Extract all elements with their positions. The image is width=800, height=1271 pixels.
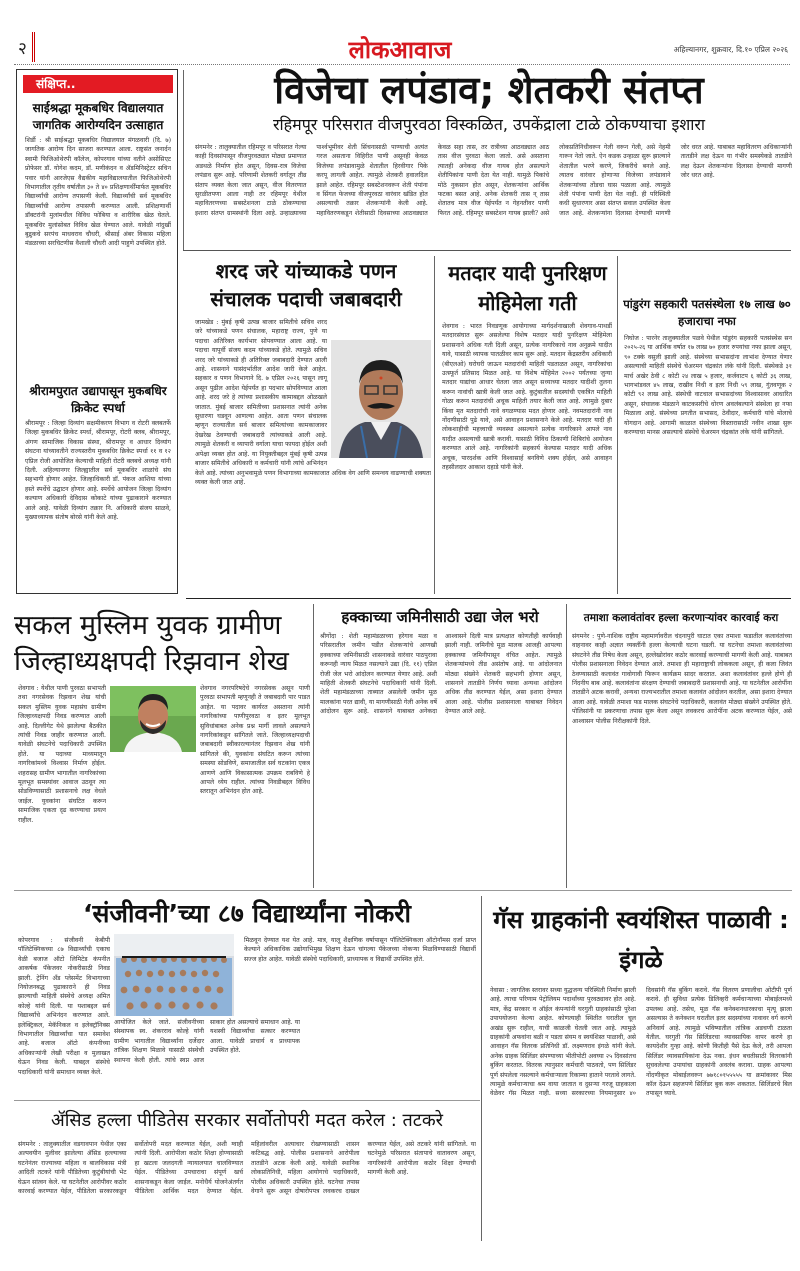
- newspaper-logo: लोकआवाज: [348, 36, 452, 64]
- brief-box: [16, 69, 178, 594]
- tamasha-headline: तमाशा कलावंतांवर हल्ला करणाऱ्यांवर कारवाई करा: [583, 612, 779, 624]
- lead-headline: विजेचा लपंडाव; शेतकरी संतप्त: [274, 68, 704, 112]
- sharad-headline: शरद जरे यांच्याकडे पणन संचालक पदाची जबाबदारी: [210, 259, 402, 311]
- sharad-story-block: [195, 318, 431, 590]
- sanjivani-body-right: मिळवून देण्यात यश येत आहे. मात्र, यालू शैक्षणिक वर्षापासून पॉलिटेक्निकला ऑटोनॉमस दर्जा प्राप्त केल्याने अधिकाधिक उद्योगाभिमुख शिक्षण देऊन चांगल्या पॅकेजच्या नोकऱ्या मिळविण्यासाठी विद्यार्थी सज्ज होत आहेत. यावेळी संस्थेचे पदाधिकारी, प्राध्यापक व विद्यार्थी उपस्थित होते.: [244, 937, 476, 963]
- rizwan-headline: सकल मुस्लिम युवक ग्रामीण जिल्हाध्यक्षपदी रिझवान शेख: [14, 610, 289, 677]
- sharad-body-top: जामखेड : मुंबई कृषी उत्पन्न बाजार समितीचे सचिव शरद जरे यांच्याकडे पणन संचालक, महाराष्ट्र राज्य, पुणे या पदाचा अतिरिक्त कार्यभार सोपवण्यात आला आहे. या पदाचा यापूर्वी संजय कदम यांच्याकडे होते. त्यामुळे सचिव शरद जरे यांच्याकडे ही अतिरिक्त जबाबदारी देण्यात आली आहे. शासनाने यासंदर्भातील आदेश जारी केले आहेत. सहकार व पणन विभागाने दि. ७ एप्रिल २०२६ पासून लागू असून पुढील आदेश येईपर्यंत हा पदभार सोपविण्यात आला आहे. शरद जरे हे त्यांच्या प्रशासकीय कामाबद्दल ओळखले जातात. मुंबई बाजार समितीच्या प्रशासनात त्यांनी अनेक सुधारणा घडवून आणल्या आहेत. आता पणन संचालक म्हणून राज्यातील सर्व बाजार समित्यांच्या कामकाजावर देखरेख ठेवण्याची जबाबदारी त्यांच्याकडे आली आहे. त्यामुळे शेतकरी व व्यापारी वर्गाला याचा फायदा होईल अशी अपेक्षा व्यक्त होत आहे. या नियुक्तीबद्दल मुंबई कृषी उत्पन्न बाजार समितीचे अधिकारी व कर्मचारी यांनी त्यांचे अभिनंदन केले आहे. त्यांच्या अनुभवामुळे पणन विभागाच्या कामकाजात अधिक वेग आणि समन्वय वाढण्याची शक्यता व्यक्त केली जात आहे.: [195, 319, 431, 486]
- rizwan-right-rule: [313, 604, 314, 888]
- sanjivani-body-left: कोपरगाव : संजीवनी केबीपी पॉलिटेक्निकच्या ८७ विद्यार्थ्यांची एकाच वेळी बजाज ऑटो लिमिटेड कंपनीत आकर्षक पॅकेजवर नोकरीसाठी निवड झाली. ट्रेनिंग अँड प्लेसमेंट विभागाच्या नियोजनबद्ध पुढाकाराने ही निवड झाल्याची माहिती संस्थेचे अध्यक्ष अमित कोल्हे यांनी दिली. या यशाबद्दल सर्व विद्यार्थ्यांचे अभिनंदन करण्यात आले. इलेक्ट्रिकल, मेकॅनिकल व इलेक्ट्रॉनिक्स विभागातील विद्यार्थ्यांचा यात समावेश आहे. बजाज ऑटो कंपनीच्या अधिकाऱ्यांनी लेखी परीक्षा व मुलाखत घेऊन निवड केली. याबद्दल संस्थेचे पदाधिकारी यांनी समाधान व्यक्त केले.: [18, 937, 110, 1076]
- sanjivani-headline: ‘संजीवनी’च्या ८७ विद्यार्थ्यांना नोकरी: [83, 899, 411, 928]
- voter-headline: मतदार यादी पुनरिक्षण मोहिमेला गती: [448, 261, 607, 315]
- sharad-right-rule: [434, 256, 435, 594]
- gas-body: नेवासा : जागतिक स्तरावर सध्या युद्धजन्य परिस्थिती निर्माण झाली आहे. त्याचा परिणाम पेट्रोलियम पदार्थांच्या पुरवठ्यावर होत आहे. मात्र, केंद्र सरकार व ऑईल कंपन्यांनी घरगुती ग्राहकांसाठी पुरेशा उपाययोजना केल्या आहेत. कोणत्याही स्थितीत घरातील चूल अखंड सुरू राहील, याची काळजी घेतली जात आहे. त्यामुळे ग्राहकांनी अफवांना बळी न पडता संयम व स्वयंशिस्त पाळावी, असे आवाहन गॅस वितरक प्रतिनिधी डॉ. लक्ष्मणराव इंगळे यांनी केले. अनेक ग्राहक सिलिंडर संपण्याच्या भीतीपोटी अवघ्या २५ दिवसांतच बुकिंग करतात. वितरक त्यानुसार कर्मचारी पाठवतो, पण सिलिंडर पूर्ण संपलेला नसल्याने कर्मचाऱ्याला रिकाम्या हाताने परतावे लागते. त्यामुळे कर्मचाऱ्याचा श्रम वाया जातात व दुसऱ्या गरजू ग्राहकाला वेळेवर गॅस मिळत नाही. सध्या सरकारच्या नियमानुसार ४० दिवसांनी गॅस बुकिंग करावे. गॅस वितरण प्रणालीचा ओटीपी पूर्ण करावे. ही सुविधा प्रत्येक डिलिव्हरी कर्मचाऱ्याच्या मोबाईलमध्ये उपलब्ध आहे. तसेच, मूळ गॅस कनेक्शनधारकाचा मृत्यू झाला असल्यास ते कनेक्शन घरातील इतर सदस्यांच्या नावावर वर्ग करणे अनिवार्य आहे. त्यामुळे भविष्यातील तांत्रिक अडचणी टाळता येतील. घरगुती गॅस सिलिंडरचा व्यावसायिक वापर करणे हा कायदेशीर गुन्हा आहे. कोणी कितीही पैसे देऊ केले, तरी आपला सिलिंडर व्यावसायिकांना देऊ नका. इंधन बचतीसाठी वितरकांनी सुचवलेल्या उपायांचा ग्राहकांनी अवलंब करावा. ग्राहक आपल्या नोंदणीकृत मोबाईलवरून ७७१८०१५५५५५ या क्रमांकावर मिस कॉल देऊन सहजपणे सिलिंडर बुक करू शकतात. सिलिंडरचे बिल तपासून घ्यावे.: [490, 987, 792, 1098]
- brief-headline-2: श्रीरामपुरात उद्यापासून मुकबधिर क्रिकेट स्पर्धा: [29, 384, 167, 415]
- sanjivani-body-mid: आयोजित केले जाते. संजीवनीच्या संस्थापक स्व. शंकरराव कोल्हे यांनी ग्रामीण भागातील विद्यार्थ्यांना दर्जेदार तांत्रिक शिक्षण मिळावे यासाठी संस्थेची स्थापना केली होती. त्यांचे स्वप्न आज साकार होत असल्याचे समाधान आहे. या यशस्वी विद्यार्थ्यांचा सत्कार करण्यात आला. यावेळी प्राचार्य व प्राध्यापक उपस्थित होते.: [114, 1019, 300, 1064]
- lead-subheadline: रहिमपूर परिसरात वीजपुरवठा विस्कळित, उपकेंद्राला टाळे ठोकण्याचा इशारा: [272, 115, 706, 134]
- rizwan-photo: [110, 686, 196, 752]
- lead-left-rule: [183, 70, 184, 250]
- acid-top-rule: [14, 1100, 480, 1101]
- gas-headline: गॅस ग्राहकांनी स्वयंशिस्त पाळावी : इंगळे: [493, 906, 789, 974]
- sanjivani-group-photo: [114, 934, 234, 1016]
- brief-label: संक्षिप्त..: [23, 75, 173, 93]
- lead-body: संगमनेर : तालुक्यातील रहिमपूर व परिसरात गेल्या काही दिवसांपासून वीजपुरवठ्यात मोठ्या प्रमाणात अडथळे निर्माण होत असून, दिवस-रात्र विजेचा लपंडाव सुरू आहे. परिणामी शेतकरी वर्गातून तीव्र संताप व्यक्त केला जात असून, वीज वितरणात सुरळीतपणा आला नाही तर रहिमपूर येथील महावितरणच्या सबस्टेशनला टाळे ठोकण्याचा इशारा संतप्त ग्रामस्थांनी दिला आहे. उन्हाळ्याच्या पार्श्वभूमीवर शेती सिंचनासाठी पाण्याची अत्यंत गरज असताना विहिरीत पाणी असूनही केवळ विजेच्या लपंडावामुळे शेतातील हिरवीगार पिके करपू लागली आहेत. त्यामुळे शेतकरी हवालदिल झाले आहेत. रहिमपूर सबस्टेशनवरून शेती पंपांना व सिंगल फेजच्या वीजपुरवठा वारंवार खंडित होत असल्याची तक्रार शेतकऱ्यांनी केली आहे. महावितरणकडून शेतीसाठी दिवसाच्या आठवड्यात केवळ सहा तास, तर रात्रीच्या आठवड्यात आठ तास वीज पुरवठा केला जातो. असे असताना त्यातही अनेकदा वीज गायब होत असल्याने शेतीपिकांना पाणी देता येत नाही. यामुळे पिकांचे मोठे नुकसान होत असून, शेतकऱ्यांना आर्थिक फटका बसत आहे. अनेक शेतकरी तास न् तास शेतातच मात्र वीज येईपर्यंत न गेहनतीवर पाणी फिरत आहे. रहिमपूर सबस्टेशन गायब झाली? असे लोकप्रतिनिधीवरून गेली वरून गेली, असे नेहमी गारून नेतो जाते. ऐन कडक उन्हाळा सुरू झाल्याने शेतातील भरणे करणे, जिकरीचे बनले आहे. त्यातच वारंवार होणाऱ्या विजेच्या लपंडावाने शेतकऱ्यांच्या तोंडचा घास पळाला आहे. त्यामुळे शेती पंपांना पाणी देता येत नाही. ही परिस्थिती कधी सुधारणार असा संतप्त सवाल उपस्थित केला जात आहे. शेतकऱ्यांना दिलासा देण्याची मागणी जोर धरत आहे. याबाबत महावितरण अधिकाऱ्यांनी तातडीने लक्ष देऊन या गंभीर समस्येकडे तातडीने लक्ष देऊन शेतकऱ्यांना दिलासा देण्याची मागणी जोर धरत आहे.: [195, 144, 792, 217]
- lead-bottom-rule: [183, 250, 791, 251]
- portrait-man-glasses: [331, 340, 431, 458]
- voter-body: शेवगाव : भारत निवडणूक आयोगाच्या मार्गदर्शनाखाली शेवगाव-पाथर्डी मतदारसंघात सुरू असलेल्या विशेष मतदार यादी पुनरिक्षण मोहिमेला प्रशासनाने अधिक गती दिली असून, प्रत्येक नागरिकाचे नाव अनुक्रमे यादीत यावे, यासाठी व्यापक पातळीवर काम सुरू आहे. मतदान केंद्रस्तरीय अधिकारी (बीएलओ) घरोघरी जाऊन मतदारांची माहिती पडताळत असून, नागरिकांचा उत्स्फूर्त प्रतिसाद मिळत आहे. या विशेष मोहिमेत २००२ पर्यंतच्या जुन्या मतदार याद्यांचा आधार घेतला जात असून सध्याच्या मतदार यादीशी तुलना करून नावांची खात्री केली जात आहे. कुटुंबातील सदस्यांची एकत्रित माहिती गोळा करून मतदारांची अचूक माहिती तयार केली जात आहे. त्यामुळे दुबार किंवा मृत मतदारांची नावे वगळण्यास मदत होणार आहे. नवमतदारांनी नाव नोंदणीसाठी पुढे यावे, असे आवाहन प्रशासनाने केले आहे. मतदार यादी ही लोकशाहीची महत्त्वाची व्यवस्था असल्याने प्रत्येक नागरिकाने आपले नाव यादीत असल्याची खात्री करावी. यासाठी विविध ठिकाणी शिबिरांचे आयोजन करण्यात आले आहे. नागरिकांनी सहकार्य केल्यास मतदार यादी अधिक अचूक, पारदर्शक आणि विश्वासार्ह बनविणे शक्य होईल, असे आवाहन तहसीलदार आकाश दहाडे यांनी केले.: [442, 323, 612, 472]
- page-number: २: [18, 39, 27, 59]
- brief-body-1: शिर्डी : श्री साईश्रद्धा मूकबधिर विद्यालयात मंगळवारी (दि. ७) जागतिक आरोग्य दिन साजरा करण्यात आला. राष्ट्रसंत जनार्दन स्वामी फिजिओथेरपी कॉलेज, कोपरगाव यांच्या वतीने असोसिएट प्रोफेसर डॉ. योगेश कदम, डॉ. मणीकंदन व ॲडमिनिस्ट्रेटर सचिन पवार यांनी आरजेएस वैद्यकीय महाविद्यालयातील फिजिओथेरपी विभागातील तृतीय वर्षातील ३० ते ४० प्रशिक्षणार्थींमार्फत मूकबधिर विद्यार्थ्यांची आरोग्य तपासणी केली. विद्यार्थ्यांची सर्व मूकबधिर विद्यार्थ्यांची आरोग्य तपासणी करण्यात आली. प्रशिक्षणार्थी डॉक्टरांनी मुलांमधील विविध फोबिया व शारीरिक खेळ घेतले. मूकबधिर मुलांसोबत विविध खेळ घेण्यात आले. यावेळी नांदुर्खी बुद्रुकचे सरपंच माधवराव चौधरी, श्रीसाई अंबर विकास महिला मंडळाच्या सरचिटणीस वैशाली चौधरी आदी पाहुणे उपस्थित होते.: [25, 137, 171, 248]
- middle-divider: [186, 598, 791, 599]
- acid-body: संगमनेर : तालुक्यातील वडगावपान येथील एका अल्पवयीन मुलीवर झालेल्या ॲसिड हल्ल्याच्या घटनेनंतर राज्याच्या महिला व बालविकास मंत्री आदिती तटकरे यांनी पीडितेच्या कुटुंबीयांची भेट घेऊन सांत्वन केले. या घटनेतील आरोपीवर कठोर कारवाई करण्यात येईल, पीडितेला सरकारकडून सर्वोतोपरी मदत करण्यात येईल, अशी ग्वाही त्यांनी दिली. आरोपीला कठोर शिक्षा होण्यासाठी हा खटला जलदगती न्यायालयात चालविण्यात येईल. पीडितेच्या उपचाराचा संपूर्ण खर्च शासनाकडून केला जाईल. मनोधैर्य योजनेअंतर्गत पीडितेला आर्थिक मदत देण्यात येईल. महिलांवरील अत्याचार रोखण्यासाठी शासन कटिबद्ध आहे. पोलीस प्रशासनाने आरोपीला तातडीने अटक केली आहे. यावेळी स्थानिक लोकप्रतिनिधी, महिला आयोगाचे पदाधिकारी, पोलीस अधिकारी उपस्थित होते. घटनेचा तपास वेगाने सुरू असून दोषारोपपत्र लवकरच दाखल करण्यात येईल, असे तटकरे यांनी सांगितले. या घटनेमुळे परिसरात संतापाचे वातावरण असून, नागरिकांनी आरोपीला कठोर शिक्षा देण्याची मागणी केली आहे.: [18, 1141, 476, 1196]
- land-right-rule: [566, 604, 567, 888]
- masthead-divider: [14, 64, 790, 65]
- portrait-smiling-man: [110, 686, 196, 752]
- lower-divider: [14, 890, 792, 891]
- acid-headline: ॲसिड हल्ला पीडितेस सरकार सर्वोतोपरी मदत करेल : तटकरे: [50, 1110, 444, 1131]
- pandurang-headline: पांडुरंग सहकारी पतसंस्थेला १७ लाख ७० हजाराचा नफा: [623, 297, 791, 328]
- dateline: अहिल्यानगर, शुक्रवार, दि.१० एप्रिल २०२६: [673, 45, 788, 54]
- pandurang-body: निघोज : पारनेर तालुक्यातील पळवे येथील पांडुरंग सहकारी पतसंस्थेस सन २०२५-२६ या आर्थिक वर्षात १७ लाख ७० हजार रुपयांचा नफा झाला असून, ९० टक्के वसुली झाली आहे. संस्थेच्या सभासदांना लाभांश देण्यात येणार असल्याची माहिती संस्थेचे चेअरमन चंद्रकांत लंके यांनी दिली. संस्थेकडे ३१ मार्च अखेर ठेवी ८ कोटी २४ लाख ५ हजार, कर्जवाटप ६ कोटी ३६ लाख, भागभांडवल ४५ लाख, राखीव निधी व इतर निधी ५९ लाख, गुंतवणूक २ कोटी ९२ लाख आहे. संस्थेची वाटचाल सभासदांच्या विश्वासावर आधारित असून, संचालक मंडळाने काटकसरीचे धोरण अवलंबल्याने संस्थेला हा नफा मिळाला आहे. संस्थेच्या प्रगतीत सभासद, ठेवीदार, कर्मचारी यांचे मोलाचे योगदान आहे. आगामी काळात संस्थेच्या विस्तारासाठी नवीन शाखा सुरू करण्याचा मानस असल्याचे संस्थेचे चेअरमन चंद्रकांत लंके यांनी सांगितले.: [624, 335, 792, 437]
- land-headline: हक्काच्या जमिनीसाठी उद्या जेल भरो: [341, 608, 539, 626]
- rizwan-body-right: शेवगाव नगरपरिषदेचे नगरसेवक असून पाणी पुरवठा सभापती म्हणूनही ते जबाबदारी पार पाडत आहेत. या पदावर कार्यरत असताना त्यांनी नागरिकांच्या पाणीपुरवठा व इतर मूलभूत सुविधांबाबत अनेक प्रश्न मार्गी लावले असल्याने नागरिकांकडून सांगितले जाते. जिल्हाध्यक्षपदाची जबाबदारी स्वीकारल्यानंतर रिझवान शेख यांनी सांगितले की, युवकांना संघटित करून त्यांच्या समस्या सोडविणे, समाजातील सर्व घटकांना एकत्र आणणे आणि विकासात्मक उपक्रम राबविणे हे आपले ध्येय राहील. त्यांच्या निवडीबद्दल विविध स्तरातून अभिनंदन होत आहे.: [200, 685, 310, 796]
- land-body: श्रीगोंदा : शेती महामंडळाच्या हरेगाव मळा व परिसरातील जमीन पडीत शेतकऱ्यांचे आणखी हक्काच्या जमिनीसाठी शासनाकडे वारंवार पाठपुरावा करूनही न्याय मिळत नसल्याने उद्या (दि. ११) एप्रिल रोजी जेल भरो आंदोलन करण्यात येणार आहे. अशी माहिती शेतकरी संघटनेचे पदाधिकारी यांनी दिली. शेती महामंडळाच्या ताब्यात असलेली जमीन मूळ मालकांना परत द्यावी, या मागणीसाठी गेली अनेक वर्षे आंदोलन सुरू आहे. शासनाने याबाबत अनेकदा आश्वासने दिली मात्र प्रत्यक्षात कोणतीही कार्यवाही झाली नाही. जमिनीचे मूळ मालक आजही आपल्या हक्काच्या जमिनीपासून वंचित आहेत. त्यामुळे शेतकऱ्यांमध्ये तीव्र असंतोष आहे. या आंदोलनात मोठ्या संख्येने शेतकरी सहभागी होणार असून, शासनाने तातडीने निर्णय घ्यावा अन्यथा आंदोलन अधिक तीव्र करण्यात येईल, असा इशारा देण्यात आला आहे. पोलीस प्रशासनाला याबाबत निवेदन देण्यात आले आहे.: [320, 633, 562, 716]
- sanjivani-right-rule: [481, 896, 482, 1241]
- group-photo-students: [114, 934, 234, 1016]
- brief-body-2: श्रीरामपूर : जिल्हा दिव्यांग सक्षमीकरण विभाग व रोटरी क्लबतर्फे जिल्हा मुकबधिर क्रिकेट स्पर्धा, श्रीरामपूर, रोटरी क्लब, श्रीरामपूर, अंगण सामाजिक विकास संस्था, श्रीरामपूर व आधार दिव्यांग संघटना यांच्यावतीने राज्यस्तरीय मुकबधिर क्रिकेट स्पर्धा ११ व १२ एप्रिल रोजी आयोजित केल्याची माहिती रोटरी क्लबचे अध्यक्ष यांनी दिली. अहिल्यानगर जिल्ह्यातील सर्व मूकबधिर शाळांचे संघ सहभागी होणार आहेत. जिल्हाधिकारी डॉ. पंकज आशिया यांच्या हस्ते स्पर्धेचे उद्घाटन होणार आहे. स्पर्धेचे आयोजन जिल्हा दिव्यांग कल्याण अधिकारी देविदास कोकाटे यांच्या पुढाकाराने करण्यात आले आहे. यावेळी दिव्यांग तक्रार नि. अधिकारी संजय साळवे, मुख्याध्यापक संतोष बोरसे यांनी केले आहे.: [25, 420, 171, 522]
- tamasha-body: संगमनेर : पुणे-नाशिक राष्ट्रीय महामार्गावरील चंदनापुरी घाटात एका तमाशा फडातील कलावंतांच्या वाहनावर काही अज्ञात व्यक्तींनी हल्ला केल्याची घटना घडली. या घटनेचा तमाशा कलावंतांच्या संघटनेने तीव्र निषेध केला असून, हल्लेखोरांवर कठोर कारवाई करण्याची मागणी केली आहे. याबाबत पोलीस प्रशासनाला निवेदन देण्यात आले. तमाशा ही महाराष्ट्राची लोककला असून, ही कला जिवंत ठेवण्यासाठी कलावंत गावोगावी फिरून कार्यक्रम सादर करतात. अशा कलावंतांवर हल्ले होणे ही निंदनीय बाब आहे. कलावंतांना संरक्षण देण्याची जबाबदारी प्रशासनाची आहे. या घटनेतील आरोपींना तातडीने अटक करावी, अन्यथा राज्यभरातील तमाशा कलावंत आंदोलन करतील, असा इशारा देण्यात आला आहे. यावेळी तमाशा फड मालक संघटनेचे पदाधिकारी, कलावंत मोठ्या संख्येने उपस्थित होते. पोलिसांनी या प्रकरणाचा तपास सुरू केला असून लवकरच आरोपींना अटक करण्यात येईल, असे आश्वासन पोलीस निरीक्षकांनी दिले.: [572, 633, 792, 725]
- voter-right-rule: [617, 256, 618, 594]
- rizwan-body-left: शेवगाव : येथील पाणी पुरवठा सभापती तथा नगरसेवक रिझवान शेख यांची सकल मुस्लिम युवक महासंघ ग्रामीण जिल्हाध्यक्षपदी निवड करण्यात आली आहे. दिल्लीगेट येथे झालेल्या बैठकीत त्यांची निवड जाहीर करण्यात आली. यावेळी संघटनेचे पदाधिकारी उपस्थित होते. या पदाच्या माध्यमातून नागरिकांमध्ये विश्वास निर्माण होईल. शहरासह ग्रामीण भागातील नागरिकांच्या मूलभूत समस्यांवर आवाज उठवून त्या सोडविण्यासाठी प्रशासनाचे लक्ष वेधले जाईल. युवकांना संघटित करून सामाजिक एकता दृढ करण्याचा प्रयत्न राहील.: [18, 685, 106, 824]
- sharad-photo: [327, 340, 431, 466]
- brief-headline-1: साईश्रद्धा मूकबधिर विद्यालयात जागतिक आरोग्यदिन उत्साहात: [32, 101, 164, 132]
